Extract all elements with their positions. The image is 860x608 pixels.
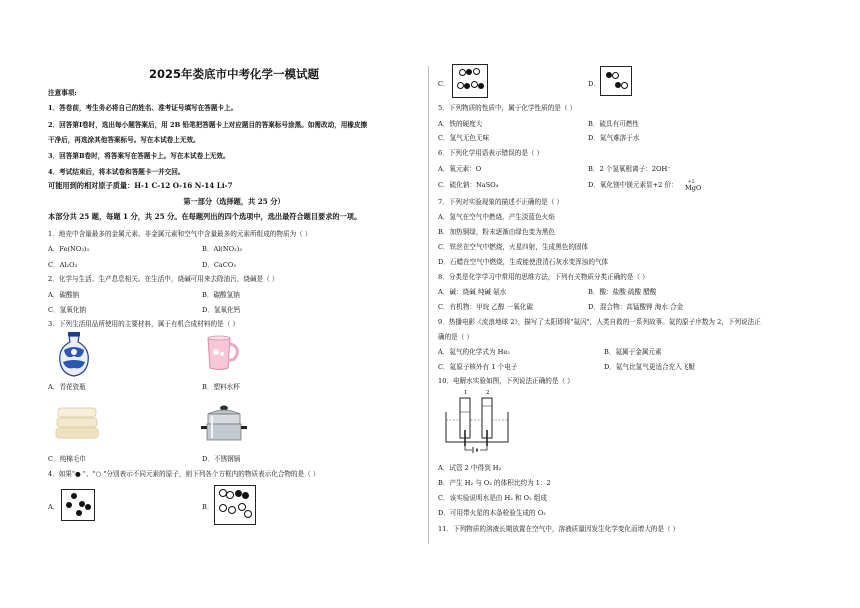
part1-instruction: 本部分共 25 题，每题 1 分，共 25 分。在每题列出的四个选项中，选出最符合题目要求的一项。 (48, 212, 362, 221)
question-stem: 7．下列对实验现象的描述不正确的是（ ） (438, 198, 563, 206)
electrolysis-apparatus-diagram (442, 390, 514, 454)
column-divider (428, 66, 429, 544)
molecule-box-a (61, 489, 95, 521)
option-c[interactable]: C．氢气无色无味 (438, 134, 490, 142)
tube-2-label: 2 (486, 390, 490, 396)
notice-item: 干净后，再选涂其他答案标号。写在本试卷上无效。 (48, 136, 200, 144)
steel-pot-image (200, 402, 248, 448)
option-a[interactable]: A．试管 2 中得到 H₂ (438, 464, 502, 472)
part1-heading: 第一部分（选择题，共 25 分） (183, 197, 285, 206)
option-a[interactable]: A．碳酸钠 (48, 291, 80, 299)
option-d[interactable]: D． (588, 80, 600, 88)
notice-item: 4．考试结束后，将本试卷和答题卡一并交回。 (48, 168, 185, 176)
notice-heading: 注意事项: (48, 89, 77, 97)
question-stem: 2．化学与生活、生产息息相关。在生活中，烧碱可用来去除油污，烧碱是（ ） (48, 275, 279, 283)
option-a[interactable]: A． (48, 503, 60, 511)
molecule-box-b (214, 485, 256, 525)
option-c[interactable]: C．该实验说明水是由 H₂ 和 O₂ 组成 (438, 494, 547, 502)
mg-charge: +2 (688, 180, 695, 185)
option-b[interactable]: B．塑料水杯 (202, 383, 240, 391)
tube-1-label: 1 (464, 390, 468, 396)
question-stem: 4．如果"● "、"○ "分别表示不同元素的原子，则下列各个方框内的物质表示化合物的是（ ） (48, 470, 320, 478)
molecule-box-d (600, 66, 632, 96)
option-a[interactable]: A．氧元素：O (438, 165, 482, 173)
option-d[interactable]: D．可用带火星的木条检验生成的 O₂ (438, 509, 546, 517)
option-d[interactable]: D．石蜡在空气中燃烧，生成能使澄清石灰水变浑浊的气体 (438, 258, 609, 266)
question-stem: 11．下列物质的溶液长期放置在空气中，溶液质量因发生化学变化而增大的是（ ） (438, 525, 680, 533)
option-b[interactable]: B．硫具有可燃性 (588, 120, 640, 128)
question-stem-continued: 确的是（ ） (438, 333, 474, 341)
option-b[interactable]: B．产生 H₂ 与 O₂ 的体积比约为 1：2 (438, 479, 551, 487)
option-a[interactable]: A．氢气在空气中燃烧，产生淡蓝色火焰 (438, 213, 555, 221)
option-d[interactable]: D．氮气难溶于水 (588, 134, 640, 142)
option-a[interactable]: A．铁的硬度大 (438, 120, 483, 128)
notice-item: 3．回答第Ⅱ卷时，将答案写在答题卡上。写在本试卷上无效。 (48, 152, 230, 160)
option-b[interactable]: B．碳酸氢钠 (202, 291, 240, 299)
question-stem: 5．下列物质的性质中，属于化学性质的是（ ） (438, 104, 577, 112)
notice-item: 1．答卷前，考生务必将自己的姓名、准考证号填写在答题卡上。 (48, 104, 238, 112)
option-c[interactable]: C．氦原子核外有 1 个电子 (438, 363, 518, 371)
option-b[interactable]: B．酸：盐酸 硫酸 醋酸 (588, 288, 657, 296)
option-b[interactable]: B．氦属于金属元素 (604, 348, 662, 356)
notice-item: 2．回答第Ⅰ卷时，选出每小题答案后，用 2B 铅笔把答题卡上对应题目的答案标号涂黑。如需改动，用橡皮擦 (48, 121, 368, 129)
option-d[interactable]: D．CaCO₃ (202, 261, 236, 269)
option-c[interactable]: C．有机物：甲烷 乙醇 一氧化碳 (438, 303, 533, 311)
option-c[interactable]: C． (438, 80, 450, 88)
option-c[interactable]: C．氢氧化钠 (48, 306, 87, 314)
option-d[interactable]: D．氢氧化钙 (202, 306, 241, 314)
question-stem: 8．分类是化学学习中常用的思维方法，下列有关物质分类正确的是（ ） (438, 273, 649, 281)
molecule-box-c (452, 64, 488, 98)
cotton-towel-image (54, 402, 100, 446)
option-a[interactable]: A．碱：烧碱 纯碱 氨水 (438, 288, 507, 296)
question-stem: 6．下列化学用语表示错误的是（ ） (438, 149, 544, 157)
option-a[interactable]: A．氦气的化学式为 He₂ (438, 348, 510, 356)
option-d[interactable]: D．氧化镁中镁元素显+2 价： (588, 181, 678, 189)
option-c[interactable]: C．纯棉毛巾 (48, 455, 87, 463)
atomic-masses: 可能用到的相对原子质量：H-1 C-12 O-16 N-14 Li-7 (48, 181, 233, 190)
question-stem: 10．电解水实验如图，下列说法正确的是（ ） (438, 377, 574, 385)
option-a[interactable]: A．青花瓷瓶 (48, 383, 86, 391)
exam-title: 2025年娄底市中考化学一模试题 (148, 67, 319, 81)
porcelain-vase-image (54, 330, 94, 378)
option-d[interactable]: D．氦气比氢气更适合充入飞艇 (604, 363, 696, 371)
option-b[interactable]: B． (202, 503, 214, 511)
option-b[interactable]: B．加热铜绿，粉末逐渐由绿色变为黑色 (438, 228, 555, 236)
option-b[interactable]: B．2 个氢氧根离子：2OH⁻ (588, 165, 671, 173)
question-stem: 3．下列生活用品所使用的主要材料，属于有机合成材料的是（ ） (48, 320, 239, 328)
question-stem: 1．地壳中含量最多的金属元素、非金属元素和空气中含量最多的元素所组成的物质为（ ） (48, 230, 312, 238)
option-c[interactable]: C．Al₂O₃ (48, 261, 78, 269)
option-c[interactable]: C．铁丝在空气中燃烧，火星四射，生成黑色的固体 (438, 243, 589, 251)
option-a[interactable]: A．Fe(NO₃)₃ (48, 245, 90, 253)
option-c[interactable]: C．硫化钠：NaSO₄ (438, 181, 499, 189)
question-stem: 9．热播电影《流浪地球 2》，描写了太阳即将"氦闪"，人类自救的一系列故事。氦的原子序数为 2，下列说法正 (438, 318, 761, 326)
option-b[interactable]: B．Al(NO₃)₃ (202, 245, 242, 253)
option-d[interactable]: D．混合物：高锰酸钾 海水 合金 (588, 303, 684, 311)
mgo-formula: MgO (685, 184, 702, 192)
plastic-cup-image (204, 334, 240, 372)
option-d[interactable]: D．不锈钢锅 (202, 455, 241, 463)
